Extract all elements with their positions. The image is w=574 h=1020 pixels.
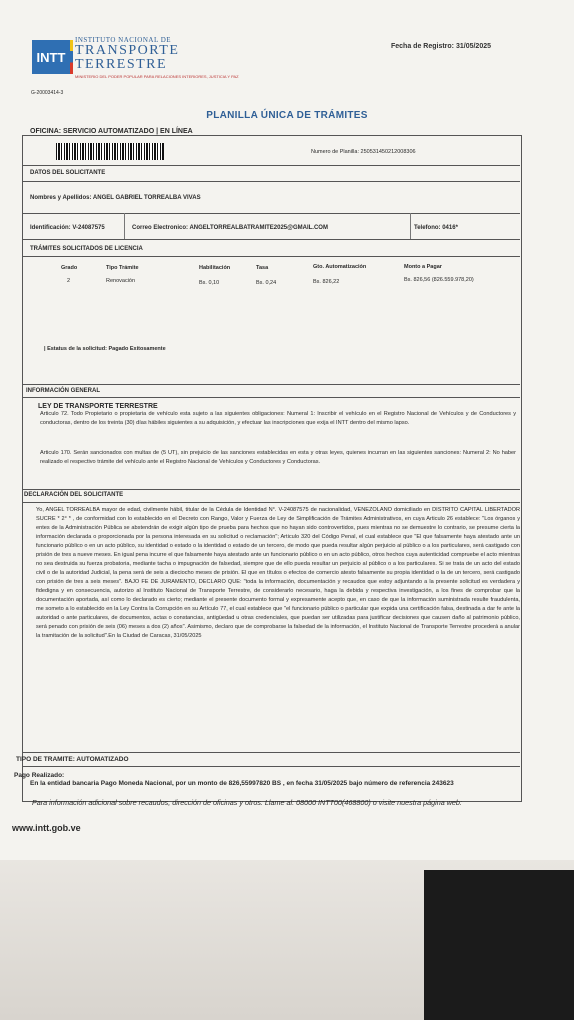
col-tipo: Tipo Trámite	[106, 265, 139, 271]
divider	[22, 239, 520, 240]
telefono-field: Telefono: 0416*	[414, 225, 458, 231]
cell-monto: Bs. 826,56 (826.559.978,20)	[404, 277, 474, 283]
section-declaracion: DECLARACIÓN DEL SOLICITANTE	[24, 492, 124, 498]
logo-abbr: INTT	[36, 49, 66, 65]
page-title: PLANILLA ÚNICA DE TRÁMITES	[206, 110, 368, 121]
col-automatizacion: Gto. Automatización	[313, 264, 367, 270]
divider	[22, 213, 520, 214]
estatus-solicitud: | Estatus de la solicitud: Pagado Exitosamente	[44, 346, 166, 352]
col-monto: Monto a Pagar	[404, 264, 442, 270]
fecha-registro: Fecha de Registro: 31/05/2025	[391, 43, 491, 50]
divider	[22, 256, 520, 257]
logo-line-1: INSTITUTO NACIONAL DE	[75, 36, 172, 44]
col-habilitacion: Habilitación	[199, 265, 231, 271]
col-grado: Grado	[61, 265, 78, 271]
pago-title: Pago Realizado:	[14, 772, 65, 779]
declaracion-text: Yo, ANGEL TORREALBA mayor de edad, civilmente hábil, titular de la Cédula de Identidad N°. V-24087575 de nacionalidad, VENEZOLANO domiciliado en DISTRITO CAPITAL LIBERTADOR SUCRE * 2° * , de conformidad con lo establecido en el Decreto con Rango, Valor y Fuerza de Ley de Simplificación de Trámites Administrativos, en cuya Articulo 26 establece: "Los órganos y entes de la Administración Pública se abstendrán de exigir algún tipo de prueba para hechos que no hayan sido controvertidos, pues mientras no se demuestre lo contrario, se presume cierta la información declarada o proporcionada por la persona interesada en su solicitud o reclamación"; Articulo 320 del Código Penal, el cual establece que "El que falsamente haya atestado ante un funcionario público o en un acto público, su identidad o estado o la identidad o estado de un tercero, de modo que pueda resultar algún perjuicio al público o a los particulares, será castigado con prisión de tres a nueve meses. En igual pena incurre el que falsamente haya atestado ante un funcionario público o en un acto público, otros hechos cuya autenticidad compruebe el acto mientras no sea destruida su fuerza probatoria, mediante tacha o impugnación de falsedad, siempre que de ello pueda resultar un perjuicio al público o a los particulares. Si se trata de un acto del estado civil o de la autoridad Judicial, la pena será de seis a dieciocho meses de prisión. El que en títulos o efectos de comercio atesto falsamente su propia identidad o la de un tercero, será castigado con prisión de tres a seis meses". BAJO FE DE JURAMENTO, DECLARO QUE: "toda la información, documentación y recaudos que estoy adjuntando a la presente solicitud es verdadera y fidedigna y en consecuencia, autorizo al Instituto Nacional de Transporte Terrestre, de considerarlo necesario, haga la debida y respectiva investigación, a los fines de comprobar que la documentación aportada, así como lo declarado es cierto; mediante el presente documento formal y expresamente acepto que, en caso de que la información suministrada resulte fraudulenta, me someto a lo establecido en la Ley Contra la Corrupción en su Artículo 77, el cual establece que "el funcionario público o particular que expida una certificación falsa, destinada a dar fe ante la autoridad o ante particulares, de documentos, actas o constancias, antigüedad u otras credenciales, que puedan ser utilizadas para justificar decisiones que causen daño al patrimonio público, será penado con prisión de seis (06) meses a dos (2) años". Asimismo, declaro que de comprobarse la falsedad de la información, el Instituto Nacional de Transporte Terrestre procederá a anular la tramitación de la solicitud".En la Ciudad de Caracas, 31/05/2025	[36, 507, 520, 639]
background-surface	[0, 860, 574, 1020]
cell-habilitacion: Bs. 0,10	[199, 280, 220, 286]
divider	[410, 213, 411, 239]
numero-planilla: Numero de Planilla: 250531450212008306	[311, 149, 416, 155]
logo-wordmark	[75, 36, 239, 79]
cell-grado: 2	[67, 278, 71, 284]
ley-heading: LEY DE TRANSPORTE TERRESTRE	[38, 403, 158, 410]
divider	[22, 502, 520, 503]
nombre-field: Nombres y Apellidos: ANGEL GABRIEL TORREALBA VIVAS	[30, 195, 201, 201]
correo-field: Correo Electronico: ANGELTORREALBATRAMITE2025@GMAIL.COM	[132, 225, 328, 231]
divider	[22, 397, 520, 398]
oficina-label: OFICINA: SERVICIO AUTOMATIZADO | EN LÍNEA	[30, 128, 193, 135]
divider	[22, 489, 520, 490]
col-tasa: Tasa	[256, 265, 269, 271]
divider	[124, 213, 125, 239]
rif-code: G-20003414-3	[31, 90, 64, 96]
pago-detail: En la entidad bancaria Pago Moneda Nacional, por un monto de 826,55997820 BS , en fecha 31/05/2025 bajo número de referencia 243623	[30, 780, 454, 787]
divider	[22, 181, 520, 182]
identificacion-field: Identificación: V-24087575	[30, 225, 105, 231]
tipo-tramite: TIPO DE TRAMITE: AUTOMATIZADO	[16, 756, 129, 763]
intt-logo	[32, 40, 70, 74]
flag-stripes-icon	[70, 40, 73, 74]
footer-info: Para información adicional sobre recaudos, dirección de oficinas y otros. Llame al: 08000 INTT00(468800) o visite nuestra página web:	[32, 798, 462, 807]
articulo-72: Articulo 72. Todo Propietario o propietaria de vehículo esta sujeto a las siguientes obligaciones: Numeral 1: Inscribir el vehículo en el Registro Nacional de Vehículos y de Conductores y conductoras, dentro de los treinta (30) días hábiles siguientes a su adquisición, y efectuar las inscripciones que exija el INTT dentro del mismo lapso.	[40, 411, 516, 426]
form-frame	[22, 135, 522, 802]
section-info-general: INFORMACIÓN GENERAL	[26, 388, 100, 394]
dark-corner	[424, 870, 574, 1020]
divider	[22, 752, 520, 753]
divider	[22, 766, 520, 767]
footer-website: www.intt.gob.ve	[12, 823, 81, 833]
cell-automatizacion: Bs. 826,22	[313, 279, 340, 285]
logo-line-2: TRANSPORTE	[75, 43, 180, 58]
logo-ministry: MINISTERIO DEL PODER POPULAR PARA RELACIONES INTERIORES, JUSTICIA Y PAZ	[75, 74, 239, 79]
cell-tasa: Bs. 0,24	[256, 280, 277, 286]
section-tramites: TRÁMITES SOLICITADOS DE LICENCIA	[30, 246, 143, 252]
articulo-170: Articulo 170. Serán sancionados con multas de (5 UT), sin prejuicio de las sanciones establecidas en esta y otras leyes, quienes incurran en las siguientes sanciones: Numeral 2: No haber realizado el respectivo trámite del vehículo ante el Registro Nacional de Vehículos y Conductores y Conductoras.	[40, 450, 516, 465]
logo-line-3: TERRESTRE	[75, 57, 168, 72]
cell-tipo: Renovación	[106, 278, 136, 284]
divider	[22, 165, 520, 166]
divider	[22, 384, 520, 385]
section-solicitante: DATOS DEL SOLICITANTE	[30, 170, 106, 176]
barcode-image	[56, 143, 164, 160]
